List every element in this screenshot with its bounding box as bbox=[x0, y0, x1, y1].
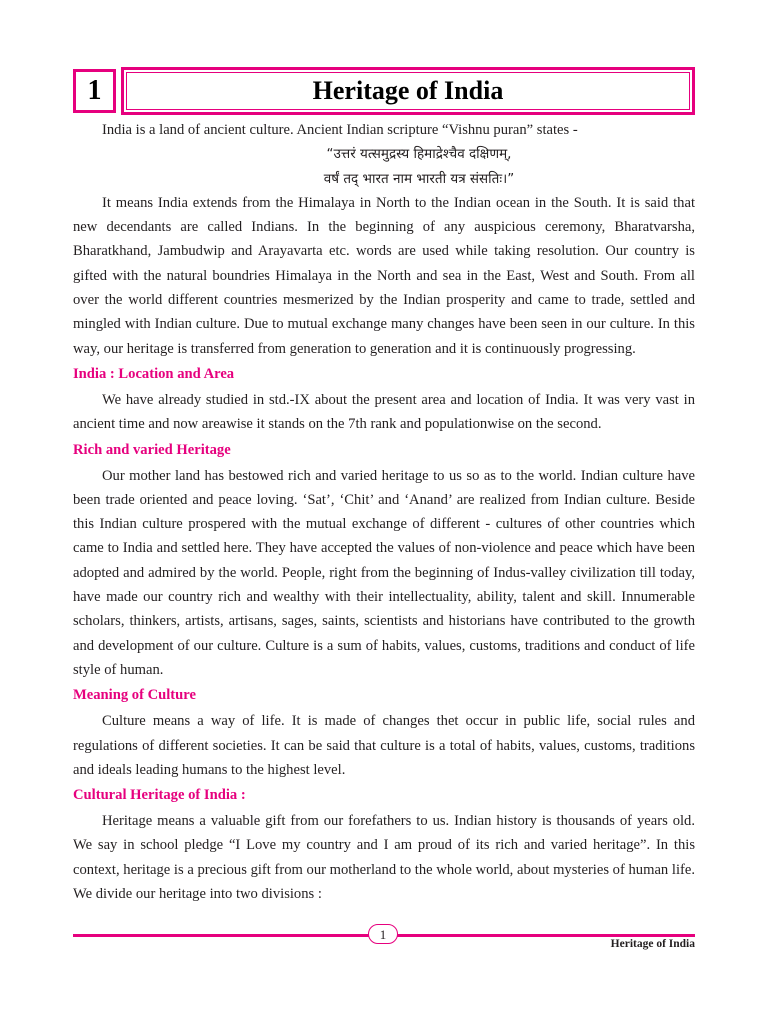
section-text-cultural-heritage: Heritage means a valuable gift from our forefathers to us. Indian history is thousands of years old. We say in school pledge “I Love my country and I am proud of its rich and varied heritage”. In this context, heritage is a precious gift from our motherland to the whole world, about mysteries of human life. We divide our heritage into two divisions : bbox=[73, 813, 695, 903]
page-number: 1 bbox=[368, 924, 398, 944]
page-body bbox=[73, 118, 695, 906]
chapter-header bbox=[73, 67, 695, 115]
section-text-meaning-culture: Culture means a way of life. It is made of changes thet occur in public life, social rules and regulations of different societies. It can be said that culture is a total of habits, values, customs, traditions and ideals leading humans to the highest level. bbox=[73, 713, 695, 778]
sanskrit-verse-line-2: वर्षं तद् भारत नाम भारती यत्र संसतिः।” bbox=[323, 170, 515, 187]
intro-line: India is a land of ancient culture. Ancient Indian scripture “Vishnu puran” states - bbox=[102, 122, 578, 138]
section-heading-meaning-culture: Meaning of Culture bbox=[73, 687, 196, 704]
section-text-location: We have already studied in std.-IX about the present area and location of India. It was very vast in ancient time and now areawise it stands on the 7th rank and populationwise on the second. bbox=[73, 391, 695, 433]
title-frame bbox=[121, 67, 695, 115]
intro-paragraph: It means India extends from the Himalaya in North to the Indian ocean in the South. It is said that new decendants are called Indians. In the beginning of any auspicious ceremony, Bharatvarsha, Bharatkhand, Jambudwip and Arayavarta etc. words are used while taking resolution. Our country is gifted with the natural boundries Himalaya in the North and sea in the East, West and South. From all over the world different countries mesmerized by the Indian prosperity and came to trade, settled and mingled with Indian culture. Due to mutual exchange many changes have been seen in our culture. In this way, our heritage is transferred from generation to generation and it is continuously progressing. bbox=[73, 194, 695, 357]
section-text-rich-heritage: Our mother land has bestowed rich and varied heritage to us so as to the world. Indian culture have been trade oriented and peace loving. ‘Sat’, ‘Chit’ and ‘Anand’ are realized from Indian culture. Beside this Indian culture prospered with the mutual exchange of different - cultures of other countries which came to India and settled here. They have accepted the values of non-violence and peace which have been adopted and admired by the world. People, right from the beginning of Indus-valley civilization till today, have made our country rich and wealthy with their intellectuality, ability, talent and skill. Innumerable scholars, thinkers, artists, artisans, sages, saints, scientists and historians have contributed to the growth and development of our culture. Culture is a sum of habits, values, customs, traditions and conduct of life style of human. bbox=[73, 467, 695, 678]
section-heading-location: India : Location and Area bbox=[73, 365, 235, 382]
sanskrit-verse-line-1: “उत्तरं यत्समुद्रस्य हिमाद्रेश्चैव दक्षिणम्, bbox=[326, 146, 512, 163]
section-heading-cultural-heritage: Cultural Heritage of India : bbox=[73, 787, 246, 804]
chapter-title: Heritage of India bbox=[126, 72, 690, 110]
section-heading-rich-heritage: Rich and varied Heritage bbox=[73, 441, 231, 458]
chapter-number: 1 bbox=[73, 69, 116, 113]
running-footer-title: Heritage of India bbox=[610, 938, 695, 950]
